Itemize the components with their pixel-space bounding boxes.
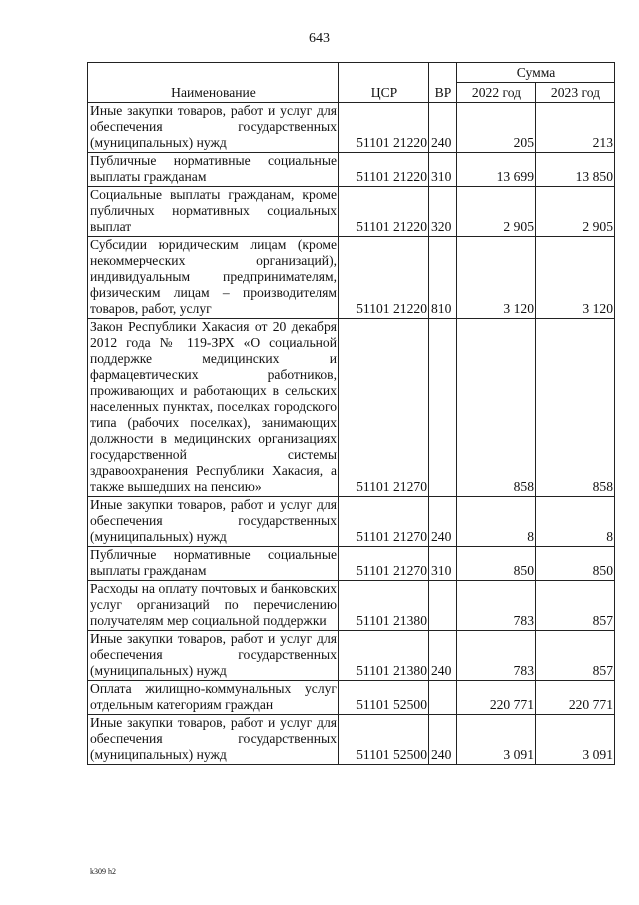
table-row bbox=[88, 681, 615, 715]
row-name: Субсидии юридическим лицам (кроме некоммерческих организаций), индивидуальным предпринимателям, физическим лицам – производителям товаров, работ, услуг bbox=[88, 237, 339, 319]
row-vr bbox=[429, 681, 457, 715]
row-csr: 51101 21380 bbox=[339, 631, 429, 681]
row-csr: 51101 21220 bbox=[339, 237, 429, 319]
table-row bbox=[88, 237, 615, 319]
header-vr: ВР bbox=[429, 63, 457, 103]
row-csr: 51101 21270 bbox=[339, 497, 429, 547]
table-row bbox=[88, 497, 615, 547]
header-year-2022: 2022 год bbox=[457, 83, 536, 103]
row-name: Расходы на оплату почтовых и банковских услуг организаций по перечислению получателям мер социальной поддержки bbox=[88, 581, 339, 631]
row-sum-2023: 2 905 bbox=[536, 187, 615, 237]
row-sum-2022: 8 bbox=[457, 497, 536, 547]
row-vr: 240 bbox=[429, 715, 457, 765]
row-name: Иные закупки товаров, работ и услуг для обеспечения государственных (муниципальных) нужд bbox=[88, 631, 339, 681]
row-vr: 240 bbox=[429, 631, 457, 681]
row-csr: 51101 21220 bbox=[339, 103, 429, 153]
table-row bbox=[88, 187, 615, 237]
row-vr: 240 bbox=[429, 103, 457, 153]
page-number: 643 bbox=[309, 31, 330, 46]
row-sum-2022: 220 771 bbox=[457, 681, 536, 715]
row-sum-2022: 783 bbox=[457, 581, 536, 631]
row-sum-2023: 3 120 bbox=[536, 237, 615, 319]
row-sum-2023: 8 bbox=[536, 497, 615, 547]
table-row bbox=[88, 153, 615, 187]
row-sum-2023: 213 bbox=[536, 103, 615, 153]
row-sum-2023: 3 091 bbox=[536, 715, 615, 765]
table-row bbox=[88, 715, 615, 765]
header-csr: ЦСР bbox=[339, 63, 429, 103]
row-vr: 310 bbox=[429, 153, 457, 187]
row-sum-2023: 858 bbox=[536, 319, 615, 497]
row-csr: 51101 21220 bbox=[339, 153, 429, 187]
table-row bbox=[88, 631, 615, 681]
row-sum-2022: 3 120 bbox=[457, 237, 536, 319]
row-sum-2023: 13 850 bbox=[536, 153, 615, 187]
table-row bbox=[88, 103, 615, 153]
row-vr: 320 bbox=[429, 187, 457, 237]
row-name: Публичные нормативные социальные выплаты гражданам bbox=[88, 547, 339, 581]
row-csr: 51101 52500 bbox=[339, 681, 429, 715]
row-vr: 810 bbox=[429, 237, 457, 319]
table-row bbox=[88, 581, 615, 631]
header-name: Наименование bbox=[88, 63, 339, 103]
row-csr: 51101 21270 bbox=[339, 319, 429, 497]
row-sum-2022: 850 bbox=[457, 547, 536, 581]
row-name: Оплата жилищно-коммунальных услуг отдельным категориям граждан bbox=[88, 681, 339, 715]
row-csr: 51101 21270 bbox=[339, 547, 429, 581]
header-year-2023: 2023 год bbox=[536, 83, 615, 103]
row-name: Иные закупки товаров, работ и услуг для обеспечения государственных (муниципальных) нужд bbox=[88, 103, 339, 153]
footer-code: k309 h2 bbox=[90, 867, 116, 876]
row-name: Иные закупки товаров, работ и услуг для обеспечения государственных (муниципальных) нужд bbox=[88, 715, 339, 765]
table-body bbox=[88, 103, 615, 765]
row-sum-2023: 850 bbox=[536, 547, 615, 581]
budget-table bbox=[87, 62, 615, 765]
header-sum: Сумма bbox=[457, 63, 615, 83]
row-vr: 310 bbox=[429, 547, 457, 581]
row-vr bbox=[429, 581, 457, 631]
row-sum-2022: 783 bbox=[457, 631, 536, 681]
row-vr: 240 bbox=[429, 497, 457, 547]
row-name: Иные закупки товаров, работ и услуг для обеспечения государственных (муниципальных) нужд bbox=[88, 497, 339, 547]
row-sum-2023: 220 771 bbox=[536, 681, 615, 715]
row-sum-2022: 3 091 bbox=[457, 715, 536, 765]
row-name: Закон Республики Хакасия от 20 декабря 2012 года № 119-ЗРХ «О социальной поддержке медицинских и фармацевтических работников, проживающих и работающих в сельских населенных пунктах, поселках городского типа (рабочих поселках), занимающих должности в медицинских организациях государственной системы здравоохранения Республики Хакасия, а также вышедших на пенсию» bbox=[88, 319, 339, 497]
row-vr bbox=[429, 319, 457, 497]
row-csr: 51101 52500 bbox=[339, 715, 429, 765]
row-sum-2022: 858 bbox=[457, 319, 536, 497]
table-header bbox=[88, 63, 615, 103]
row-name: Социальные выплаты гражданам, кроме публичных нормативных социальных выплат bbox=[88, 187, 339, 237]
row-csr: 51101 21380 bbox=[339, 581, 429, 631]
row-name: Публичные нормативные социальные выплаты гражданам bbox=[88, 153, 339, 187]
row-sum-2022: 205 bbox=[457, 103, 536, 153]
row-sum-2023: 857 bbox=[536, 581, 615, 631]
table-row bbox=[88, 547, 615, 581]
row-sum-2022: 13 699 bbox=[457, 153, 536, 187]
row-csr: 51101 21220 bbox=[339, 187, 429, 237]
row-sum-2022: 2 905 bbox=[457, 187, 536, 237]
table-row bbox=[88, 319, 615, 497]
row-sum-2023: 857 bbox=[536, 631, 615, 681]
